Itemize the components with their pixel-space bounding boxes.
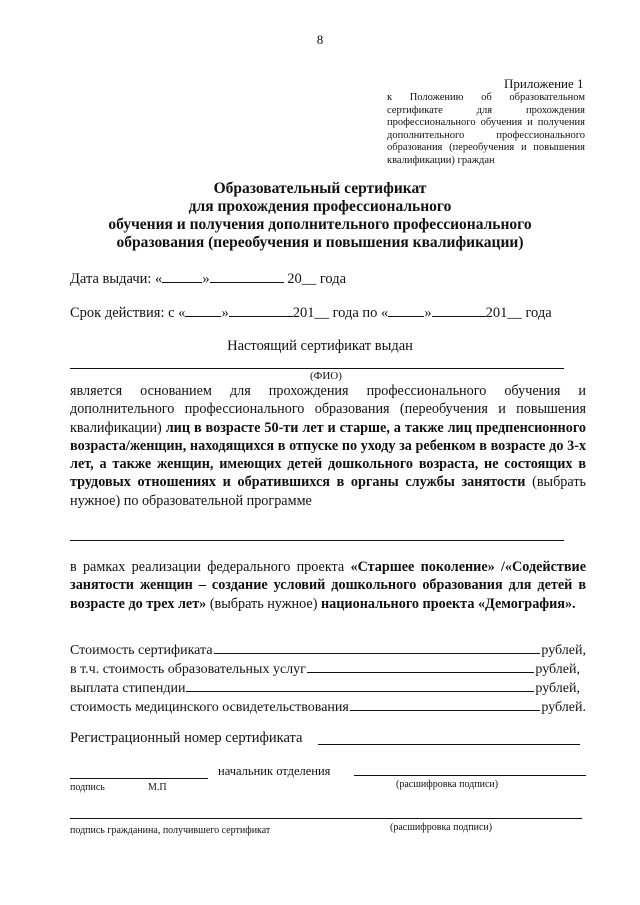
paragraph-project-text: в рамках реализации федерального проекта — [70, 559, 351, 575]
cost-label: Стоимость сертификата — [70, 643, 213, 658]
citizen-signature-caption: подпись гражданина, получившего сертификат — [70, 825, 271, 836]
paragraph-basis-text: является основанием для прохождения профессионального обучения и дополнительного профессионального образования (переобучения и повышения квалификации) — [70, 383, 586, 436]
head-decode-caption: (расшифровка подписи) — [396, 779, 499, 790]
validity-label: Срок действия: с « — [70, 305, 186, 321]
stamp-caption: М.П — [148, 782, 167, 793]
validity-from-month-blank[interactable] — [229, 302, 293, 317]
reg-number-label: Регистрационный номер сертификата — [70, 730, 303, 746]
cost-label: выплата стипендии — [70, 681, 186, 696]
issue-day-blank[interactable] — [162, 268, 202, 283]
paragraph-basis — [70, 382, 586, 510]
signature-caption: подпись — [70, 782, 105, 793]
paragraph-project-bold-2: национального проекта «Демография». — [320, 595, 576, 612]
issue-year-label: 20__ года — [287, 271, 347, 287]
head-label: начальник отделения — [218, 764, 331, 778]
cost-row-services — [70, 659, 580, 678]
fio-caption: (ФИО) — [310, 370, 342, 382]
document-title-line-3: обучения и получения дополнительного профессионального — [108, 216, 532, 233]
program-line[interactable] — [70, 540, 564, 541]
issue-month-blank[interactable] — [210, 268, 284, 283]
appendix-body: к Положению об образовательном сертификате для прохождения профессионального обучения и получения дополнительного профессионального образования (переобучения и повышения квалификации) граждан — [387, 92, 585, 166]
citizen-signature-line[interactable] — [70, 818, 582, 819]
cost-unit: рублей, — [541, 643, 586, 658]
paragraph-project — [70, 558, 586, 613]
issue-date-quote: » — [202, 271, 210, 287]
validity-from-year: 201__ года по « — [292, 305, 389, 321]
cost-blank[interactable] — [307, 659, 535, 673]
cost-label: стоимость медицинского освидетельствования — [70, 700, 349, 715]
issue-date-label: Дата выдачи: « — [70, 271, 163, 287]
page-number: 8 — [316, 32, 324, 47]
document-title-line-1: Образовательный сертификат — [213, 180, 427, 197]
paragraph-basis-bold: лиц в возрасте 50-ти лет и старше, а также лиц предпенсионного возраста/женщин, находящихся в отпуске по уходу за ребенком в возрасте до 3-х лет, а также женщин, имеющих детей дошкольного возраста, не состоящих в трудовых отношениях и обратившихся в органы службы занятости — [70, 419, 586, 491]
issue-date-row — [70, 268, 346, 288]
cost-unit: рублей, — [535, 681, 580, 696]
document-title-line-4: образования (переобучения и повышения квалификации) — [116, 234, 524, 251]
paragraph-basis-tail: (выбрать нужное) по образовательной программе — [70, 474, 586, 509]
validity-to-month-blank[interactable] — [432, 302, 486, 317]
validity-to-day-blank[interactable] — [388, 302, 424, 317]
costs-block — [70, 640, 586, 716]
cost-unit: рублей, — [535, 662, 580, 677]
reg-number-line[interactable] — [318, 744, 580, 745]
document-title-line-2: для прохождения профессионального — [188, 198, 452, 215]
head-signature-line[interactable] — [70, 778, 208, 779]
paragraph-project-bold: «Старшее поколение» /«Содействие занятости женщин – создание условий дошкольного образования для детей в возрасте до трех лет» — [70, 559, 587, 612]
cost-blank[interactable] — [214, 640, 541, 654]
validity-quote-1: » — [221, 305, 229, 321]
validity-row — [70, 302, 552, 322]
cost-blank[interactable] — [350, 697, 541, 711]
cost-row-stipend — [70, 678, 580, 697]
head-decode-line[interactable] — [354, 775, 586, 776]
cost-row-certificate — [70, 640, 586, 659]
appendix-title: Приложение 1 — [504, 76, 584, 91]
validity-to-year: 201__ года — [485, 305, 552, 321]
cost-label: в т.ч. стоимость образовательных услуг — [70, 662, 306, 677]
validity-quote-2: » — [424, 305, 432, 321]
cost-unit: рублей. — [541, 700, 586, 715]
cost-row-medical — [70, 697, 586, 716]
issued-to-label: Настоящий сертификат выдан — [227, 338, 413, 354]
paragraph-project-mid: (выбрать нужное) — [206, 595, 321, 612]
cost-blank[interactable] — [186, 678, 534, 692]
citizen-decode-caption: (расшифровка подписи) — [390, 822, 493, 833]
fio-line[interactable] — [70, 368, 564, 369]
validity-from-day-blank[interactable] — [185, 302, 221, 317]
